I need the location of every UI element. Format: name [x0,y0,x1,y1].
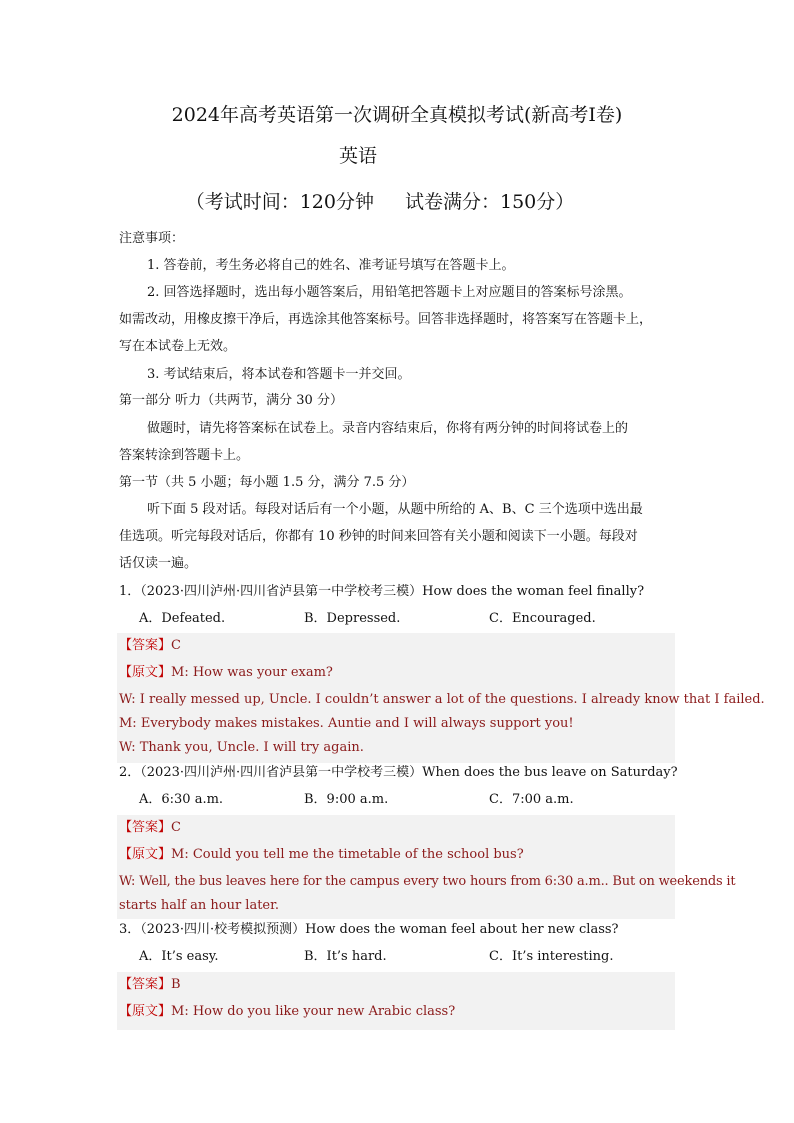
part1-instruction-cont: 答案转涂到答题卡上。 [119,448,250,463]
note-item-2: 2. 回答选择题时，选出每小题答案后，用铅笔把答题卡上对应题目的答案标号涂黑。 [147,285,632,300]
note-item-1: 1. 答卷前，考生务必将自己的姓名、准考证号填写在答题卡上。 [147,258,515,273]
question-1-script-line: W: Thank you, Uncle. I will try again. [119,740,364,755]
answer-value: C [171,820,181,835]
answer-value: B [171,977,181,992]
script-label: 【原文】 [119,847,172,862]
section1-instruction-end: 话仅读一遍。 [119,556,198,571]
question-3-stem: 3．（2023·四川·校考模拟预测）How does the woman feel about her new class? [119,922,619,937]
question-1-script-line: W: I really messed up, Uncle. I couldn’t answer a lot of the questions. I already know that I failed. [119,692,765,707]
answer-label: 【答案】 [119,820,172,835]
question-1-answer [119,637,181,655]
exam-title: 2024年高考英语第一次调研全真模拟考试(新高考I卷) [171,104,623,126]
script-line: M: How was your exam? [171,665,333,680]
script-line: M: How do you like your new Arabic class? [171,1004,456,1019]
question-1-option-a: A．Defeated. [139,611,226,626]
subject-title: 英语 [338,145,377,167]
question-3-option-c: C．It’s interesting. [489,949,614,964]
section1-instruction-cont: 佳选项。听完每段对话后，你都有 10 秒钟的时间来回答有关小题和阅读下一小题。每段对 [119,529,638,544]
question-3-answer [119,976,181,994]
section1-instruction: 听下面 5 段对话。每段对话后有一个小题，从题中所给的 A、B、C 三个选项中选出最 [147,502,643,517]
exam-time-info: （考试时间：120分钟 试卷满分：150分） [185,191,575,213]
answer-value: C [171,638,181,653]
question-2-option-a: A．6:30 a.m. [139,792,224,807]
question-1-option-c: C．Encouraged. [489,611,596,626]
question-2-stem: 2．（2023·四川泸州·四川省泸县第一中学校考三模）When does the bus leave on Saturday? [119,765,678,780]
part1-instruction: 做题时，请先将答案标在试卷上。录音内容结束后，你将有两分钟的时间将试卷上的 [147,421,629,436]
question-2-option-b: B．9:00 a.m. [304,792,389,807]
script-label: 【原文】 [119,1004,172,1019]
question-2-option-c: C．7:00 a.m. [489,792,574,807]
question-2-answer [119,819,181,837]
note-item-3: 3. 考试结束后，将本试卷和答题卡一并交回。 [147,367,411,382]
question-1-stem: 1．（2023·四川泸州·四川省泸县第一中学校考三模）How does the woman feel finally? [119,584,645,599]
answer-label: 【答案】 [119,638,172,653]
note-item-2-cont: 如需改动，用橡皮擦干净后，再选涂其他答案标号。回答非选择题时，将答案写在答题卡上， [119,312,653,327]
question-2-script-line: starts half an hour later. [119,898,280,913]
question-1-script-first [119,664,333,682]
part1-heading: 第一部分 听力（共两节，满分 30 分） [119,393,343,408]
question-1-script-line: M: Everybody makes mistakes. Auntie and I will always support you! [119,716,574,731]
script-line: M: Could you tell me the timetable of the school bus? [171,847,524,862]
question-3-option-a: A．It’s easy. [139,949,219,964]
script-label: 【原文】 [119,665,172,680]
notes-heading: 注意事项： [119,231,185,246]
question-3-option-b: B．It’s hard. [304,949,387,964]
question-1-option-b: B．Depressed. [304,611,401,626]
question-2-script-line: W: Well, the bus leaves here for the campus every two hours from 6:30 a.m.. But on weekends it [119,874,736,889]
question-3-answer-box [117,972,675,1030]
answer-label: 【答案】 [119,977,172,992]
question-3-script-first [119,1003,455,1021]
note-item-2-end: 写在本试卷上无效。 [119,339,237,354]
question-2-script-first [119,846,524,864]
section1-heading: 第一节（共 5 小题；每小题 1.5 分，满分 7.5 分） [119,475,415,490]
